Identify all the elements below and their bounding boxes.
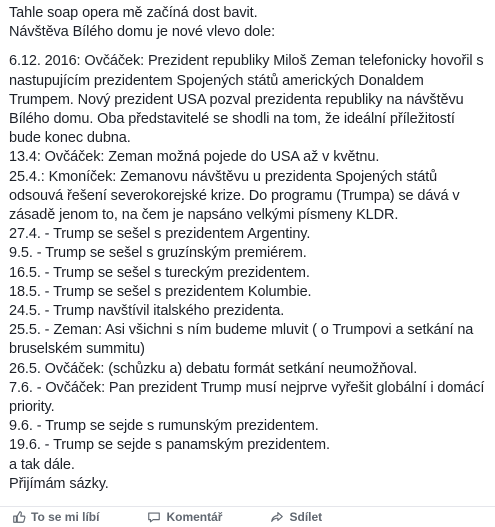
- paragraph-gap: [9, 42, 489, 52]
- comment-button[interactable]: [147, 510, 222, 524]
- intro-line: Tahle soap opera mě začíná dost bavit.: [9, 5, 258, 21]
- timeline-entry: 25.4.: Kmoníček: Zemanovu návštěvu u prezidenta Spojených států odsouvá řešení severokorejské krize. Do programu (Trumpa) se dává v zásadě jenom to, na čem je napsáno velkými písmeny KLDR.: [9, 168, 460, 224]
- timeline-entry: 6.12. 2016: Ovčáček: Prezident republiky Miloš Zeman telefonicky hovořil s nastupujícím prezidentem Spojených států amerických Donaldem Trumpem. Nový prezident USA pozval prezidenta republiky na návštěvu Bílého domu. Oba představitelé se shodli na tom, že ideální příležitostí bude konec dubna.: [9, 53, 484, 147]
- timeline-entry: 26.5. Ovčáček: (schůzku a) debatu formát setkání neumožňoval.: [9, 360, 418, 377]
- thumbs-up-icon: [12, 510, 26, 524]
- post-intro: [9, 4, 489, 42]
- post-action-bar: [0, 506, 495, 527]
- comment-label: Komentář: [166, 510, 223, 524]
- intro-line: Návštěva Bílého domu je nové vlevo dole:: [9, 24, 276, 41]
- timeline-entry: 13.4: Ovčáček: Zeman možná pojede do USA až v květnu.: [9, 149, 380, 166]
- timeline-entry: 18.5. - Trump se sešel s prezidentem Kolumbie.: [9, 283, 312, 300]
- comment-icon: [147, 510, 161, 524]
- timeline-entry: a tak dále.: [9, 456, 75, 473]
- like-label: To se mi líbí: [31, 510, 100, 524]
- timeline-entry: 25.5. - Zeman: Asi všichni s ním budeme mluvit ( o Trumpovi a setkání na bruselském summitu): [9, 322, 474, 358]
- timeline-entry: 7.6. - Ovčáček: Pan prezident Trump musí nejprve vyřešit globální i domácí priority.: [9, 379, 485, 416]
- timeline-entry: Přijímám sázky.: [9, 475, 109, 492]
- share-label: Sdílet: [289, 510, 323, 524]
- timeline-entry: 9.5. - Trump se sešel s gruzínským premiérem.: [9, 245, 307, 262]
- timeline-entry: 27.4. - Trump se sešel s prezidentem Argentiny.: [9, 226, 311, 243]
- timeline-entry: 19.6. - Trump se sejde s panamským prezidentem.: [9, 437, 330, 454]
- timeline-entry: 24.5. - Trump navštívil italského prezidenta.: [9, 303, 285, 320]
- share-button[interactable]: [270, 510, 322, 524]
- share-icon: [270, 510, 284, 524]
- like-button[interactable]: [12, 510, 99, 524]
- timeline-entry: 16.5. - Trump se sešel s tureckým prezidentem.: [9, 264, 310, 281]
- post-timeline: [9, 52, 489, 494]
- timeline-entry: 9.6. - Trump se sejde s rumunským prezidentem.: [9, 418, 319, 435]
